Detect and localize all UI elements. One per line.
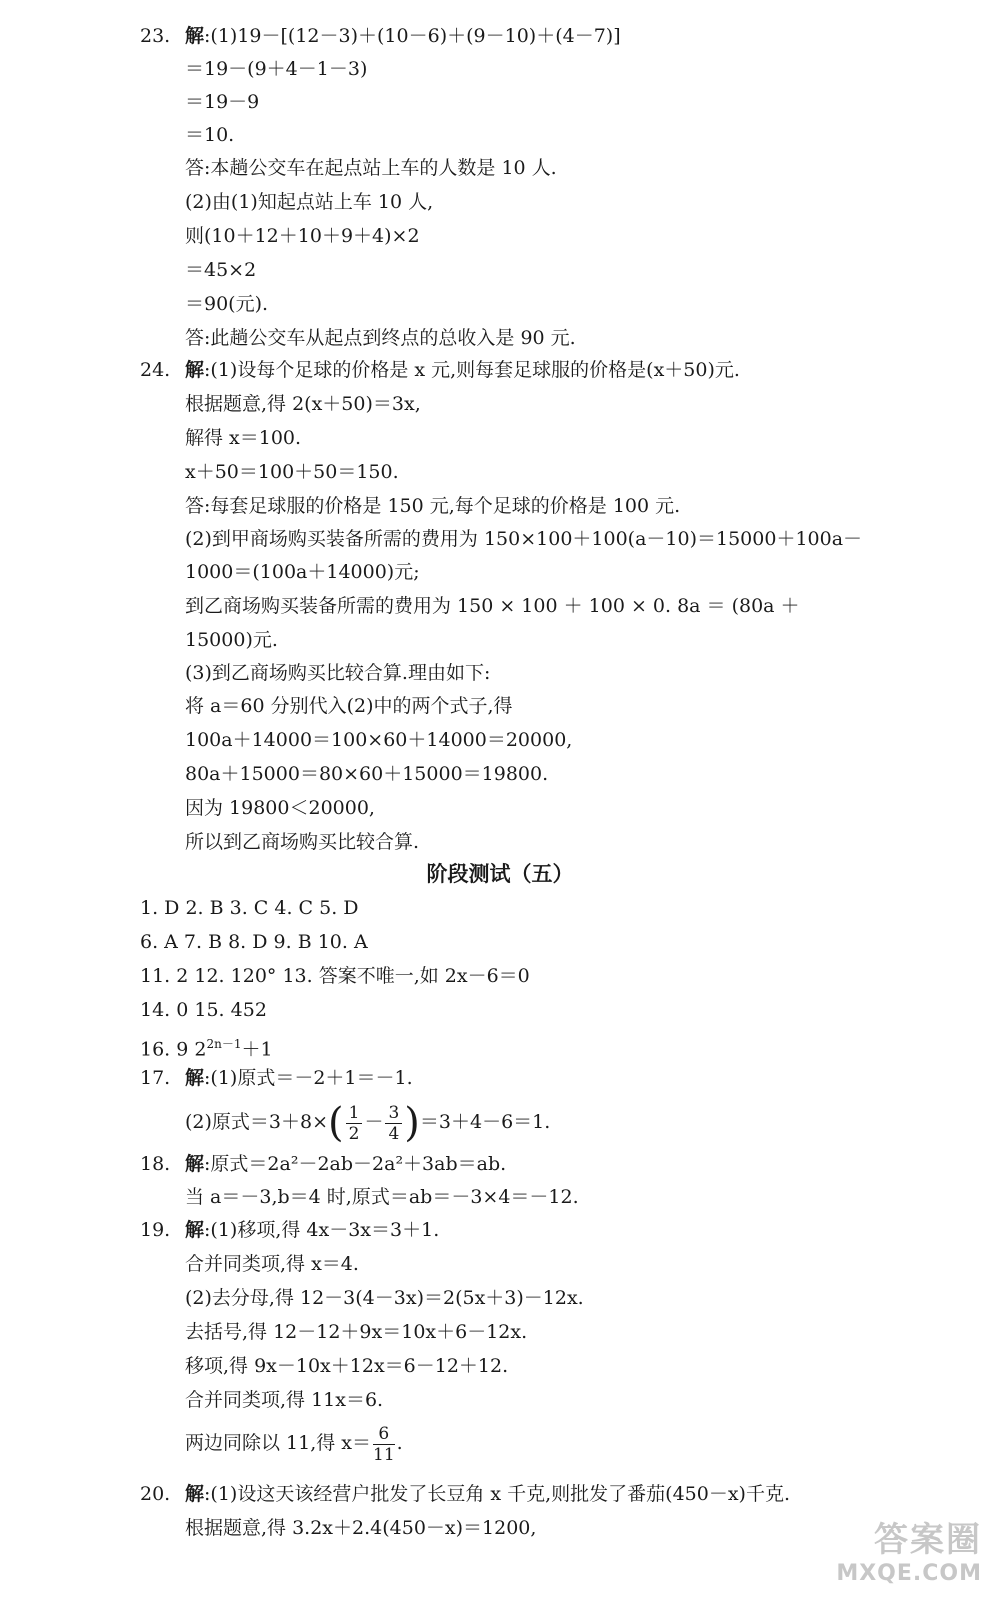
q23-line-8: ＝45×2 bbox=[185, 259, 257, 281]
q23-line-7: 则(10＋12＋10＋9＋4)×2 bbox=[185, 225, 420, 247]
q19-line-6: 合并同类项,得 11x＝6. bbox=[185, 1389, 384, 1411]
q19-line-1-text: :(1)移项,得 4x－3x＝3＋1. bbox=[204, 1219, 440, 1241]
q20-line-1 bbox=[185, 1480, 790, 1508]
q19-line-4: 去括号,得 12－12＋9x＝10x＋6－12x. bbox=[185, 1321, 528, 1343]
q23-number: 23. bbox=[140, 25, 171, 47]
q23-line-9: ＝90(元). bbox=[185, 293, 269, 315]
q17-fraction-2 bbox=[385, 1103, 402, 1144]
q17-fraction-2-denominator: 4 bbox=[388, 1123, 400, 1144]
q19-number: 19. bbox=[140, 1219, 171, 1241]
q24-line-15: 所以到乙商场购买比较合算. bbox=[185, 831, 420, 853]
answers-row-1: 1. D 2. B 3. C 4. C 5. D bbox=[140, 897, 359, 919]
q17-solve-label: 解 bbox=[185, 1067, 205, 1089]
q17-line-2 bbox=[185, 1100, 550, 1144]
q23-line-5: 答:本趟公交车在起点站上车的人数是 10 人. bbox=[185, 157, 557, 179]
q18-line-2: 当 a＝－3,b＝4 时,原式＝ab＝－3×4＝－12. bbox=[185, 1186, 579, 1208]
q24-line-10: (3)到乙商场购买比较合算.理由如下: bbox=[185, 662, 491, 684]
right-paren-icon: ) bbox=[404, 1100, 420, 1146]
q23-line-6: (2)由(1)知起点站上车 10 人, bbox=[185, 191, 434, 213]
watermark-logo-text: 答案圈 bbox=[874, 1520, 982, 1560]
q19-line-7-b: . bbox=[396, 1432, 403, 1454]
q17-number: 17. bbox=[140, 1067, 171, 1089]
q19-line-7 bbox=[185, 1420, 403, 1466]
q19-fraction-numerator: 6 bbox=[373, 1424, 395, 1445]
q24-line-14: 因为 19800＜20000, bbox=[185, 797, 375, 819]
answers-row-5-exponent: 2n－1 bbox=[206, 1037, 242, 1051]
q24-line-2: 根据题意,得 2(x＋50)＝3x, bbox=[185, 393, 421, 415]
q19-line-3: (2)去分母,得 12－3(4－3x)＝2(5x＋3)－12x. bbox=[185, 1287, 584, 1309]
watermark-site-text: MXQE.COM bbox=[836, 1561, 982, 1586]
q24-line-11: 将 a＝60 分别代入(2)中的两个式子,得 bbox=[185, 695, 513, 717]
q24-line-13: 80a＋15000＝80×60＋15000＝19800. bbox=[185, 763, 549, 785]
q17-line-2-a: (2)原式＝3＋8× bbox=[185, 1111, 329, 1133]
q18-number: 18. bbox=[140, 1153, 171, 1175]
q23-solve-label: 解 bbox=[185, 25, 205, 47]
q19-line-2: 合并同类项,得 x＝4. bbox=[185, 1253, 359, 1275]
watermark-logo bbox=[836, 1512, 982, 1586]
q19-line-1 bbox=[185, 1216, 439, 1244]
q23-line-4: ＝10. bbox=[185, 124, 235, 146]
q24-line-1-text: :(1)设每个足球的价格是 x 元,则每套足球服的价格是(x＋50)元. bbox=[204, 359, 740, 381]
left-paren-icon: ( bbox=[328, 1100, 344, 1146]
q23-line-2: ＝19－(9＋4－1－3) bbox=[185, 58, 368, 80]
answers-row-5 bbox=[140, 1030, 273, 1063]
q24-line-4: x＋50＝100＋50＝150. bbox=[185, 461, 399, 483]
q24-line-3: 解得 x＝100. bbox=[185, 427, 302, 449]
answers-row-5-a: 16. 9 2 bbox=[140, 1038, 207, 1061]
answers-row-2: 6. A 7. B 8. D 9. B 10. A bbox=[140, 931, 368, 953]
q17-line-2-b: ＝3＋4－6＝1. bbox=[419, 1111, 551, 1133]
q18-line-1-text: :原式＝2a²－2ab－2a²＋3ab＝ab. bbox=[204, 1153, 507, 1175]
q20-solve-label: 解 bbox=[185, 1483, 205, 1505]
q23-line-3: ＝19－9 bbox=[185, 91, 260, 113]
q24-line-5: 答:每套足球服的价格是 150 元,每个足球的价格是 100 元. bbox=[185, 495, 681, 517]
answers-row-4: 14. 0 15. 452 bbox=[140, 999, 267, 1021]
q17-line-1 bbox=[185, 1064, 413, 1092]
q20-line-2: 根据题意,得 3.2x＋2.4(450－x)＝1200, bbox=[185, 1517, 537, 1539]
q19-solve-label: 解 bbox=[185, 1219, 205, 1241]
q24-number: 24. bbox=[140, 359, 171, 381]
q24-line-1 bbox=[185, 356, 740, 384]
q20-number: 20. bbox=[140, 1483, 171, 1505]
q24-solve-label: 解 bbox=[185, 359, 205, 381]
q18-line-1 bbox=[185, 1150, 506, 1178]
section-title: 阶段测试（五） bbox=[426, 862, 574, 886]
q17-fraction-2-numerator: 3 bbox=[385, 1103, 402, 1124]
q23-line-1 bbox=[185, 22, 621, 50]
q17-fraction-1 bbox=[346, 1103, 363, 1144]
q18-solve-label: 解 bbox=[185, 1153, 205, 1175]
q19-line-7-a: 两边同除以 11,得 x＝ bbox=[185, 1432, 372, 1454]
q24-line-6: (2)到甲商场购买装备所需的费用为 150×100＋100(a－10)＝15000＋100a－ bbox=[185, 528, 863, 550]
q19-fraction bbox=[373, 1424, 395, 1465]
q24-line-9: 15000)元. bbox=[185, 629, 278, 651]
q23-line-10: 答:此趟公交车从起点到终点的总收入是 90 元. bbox=[185, 327, 576, 349]
answers-row-3: 11. 2 12. 120° 13. 答案不唯一,如 2x－6＝0 bbox=[140, 965, 530, 987]
q17-fraction-1-numerator: 1 bbox=[346, 1103, 363, 1124]
answers-row-5-b: ＋1 bbox=[241, 1038, 273, 1061]
q24-line-12: 100a＋14000＝100×60＋14000＝20000, bbox=[185, 729, 573, 751]
q24-line-7: 1000＝(100a＋14000)元; bbox=[185, 561, 420, 583]
q23-line-1-text: :(1)19－[(12－3)＋(10－6)＋(9－10)＋(4－7)] bbox=[204, 25, 621, 47]
q19-fraction-denominator: 11 bbox=[373, 1444, 395, 1465]
q17-minus: － bbox=[364, 1111, 384, 1133]
q17-fraction-1-denominator: 2 bbox=[348, 1123, 360, 1144]
q19-line-5: 移项,得 9x－10x＋12x＝6－12＋12. bbox=[185, 1355, 509, 1377]
q20-line-1-text: :(1)设这天该经营户批发了长豆角 x 千克,则批发了番茄(450－x)千克. bbox=[204, 1483, 791, 1505]
q24-line-8: 到乙商场购买装备所需的费用为 150 × 100 ＋ 100 × 0. 8a ＝ (80a ＋ bbox=[185, 595, 800, 617]
q17-line-1-text: :(1)原式＝－2＋1＝－1. bbox=[204, 1067, 413, 1089]
